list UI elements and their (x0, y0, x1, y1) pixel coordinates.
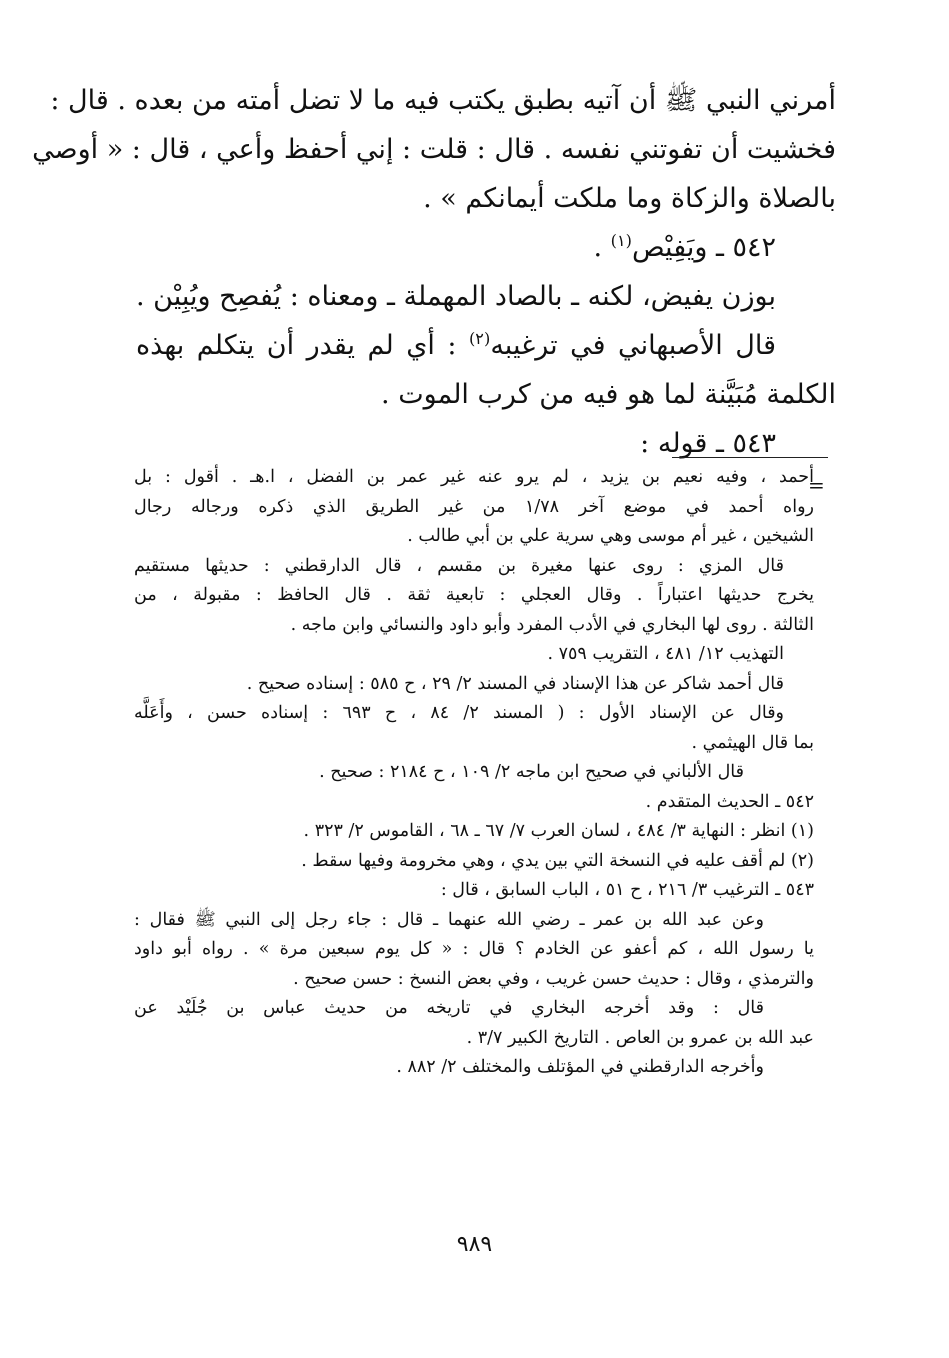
main-line: الكلمة مُبَيَّنة لما هو فيه من كرب الموت . (381, 379, 836, 410)
main-line: بالصلاة والزكاة وما ملكت أيمانكم » . (423, 183, 836, 214)
footnote-line: وقال عن الإسناد الأول : ( المسند ٢/ ٨٤ ، ح ٦٩٣ : إسناده حسن ، وأَعَلَّه (134, 703, 785, 723)
footnote-line: أحمد ، وفيه نعيم بن يزيد ، لم يرو عنه غير عمر بن الفضل ، ا.هـ . أقول : بل (134, 467, 814, 487)
footnote-2: (٢) لم أقف عليه في النسخة التي بين يدي ، وهي مخرومة وفيها سقط . (301, 850, 814, 871)
footnote-line: بما قال الهيثمي . (691, 732, 814, 753)
footnote-1: (١) انظر : النهاية ٣/ ٤٨٤ ، لسان العرب ٧/ ٦٧ ـ ٦٨ ، القاموس ٢/ ٣٢٣ . (303, 821, 814, 841)
footnote-line: رواه أحمد في موضع آخر ١/٧٨ من غير الطريق الذي ذكره ورجاله رجال (134, 496, 814, 517)
footnote-separator (672, 457, 828, 458)
entry-heading-543: ٥٤٣ ـ قوله : (640, 428, 776, 459)
footnote-marker-2: (٢) (468, 329, 491, 348)
footnote-line: ٥٤٢ ـ الحديث المتقدم . (645, 791, 814, 812)
footnote-line: قال أحمد شاكر عن هذا الإسناد في المسند ٢/ ٢٩ ، ح ٥٨٥ : إسناده صحيح . (246, 673, 784, 694)
main-line: بوزن يفيض، لكنه ـ بالصاد المهملة ـ ومعناه : يُفصِح ويُبِيْن . (135, 281, 776, 312)
footnote-line: وأخرجه الدارقطني في المؤتلف والمختلف ٢/ ٨٨٢ . (396, 1057, 764, 1077)
footnote-line: يخرج حديثها اعتباراً . وقال العجلي : تابعية ثقة . قال الحافظ : مقبولة ، من (134, 585, 814, 605)
footnote-line: قال : وقد أخرجه البخاري في تاريخه من حديث عباس بن جُلَيْد عن (134, 998, 764, 1018)
footnote-line: ٥٤٣ ـ الترغيب ٣/ ٢١٦ ، ح ٥١ ، الباب السابق ، قال : (440, 880, 814, 900)
main-line-end: : أي لم يقدر أن يتكلم بهذه (136, 330, 469, 361)
entry-542-end: . (593, 232, 611, 263)
footnote-line: وعن عبد الله بن عمر ـ رضي الله عنهما ـ قال : جاء رجل إلى النبي ﷺ فقال : (134, 909, 764, 930)
main-text (32, 76, 836, 468)
footnotes (134, 463, 814, 1083)
main-line (136, 321, 836, 370)
entry-heading-542 (136, 223, 836, 272)
footnote-line: يا رسول الله ، كم أعفو عن الخادم ؟ قال : « كل يوم سبعين مرة » . رواه أبو داود (134, 939, 814, 959)
footnote-line: قال الألباني في صحيح ابن ماجه ٢/ ١٠٩ ، ح ٢١٨٤ : صحيح . (319, 762, 744, 782)
main-line: فخشيت أن تفوتني نفسه . قال : قلت : إني أحفظ وأعي ، قال : « أوصي (32, 134, 836, 165)
footnote-line: التهذيب ١٢/ ٤٨١ ، التقريب ٧٥٩ . (547, 644, 784, 664)
page-number: ٩٨٩ (456, 1232, 493, 1257)
main-line-start: قال الأصبهاني في ترغيبه (490, 330, 776, 361)
footnote-line: والترمذي ، وقال : حديث حسن غريب ، وفي بعض النسخ : حسن صحيح . (293, 968, 814, 989)
entry-542-title: ٥٤٢ ـ ويَفِيْص (631, 232, 776, 263)
footnote-line: قال المزي : روى عنها مغيرة بن مقسم ، قال الدارقطني : حديثها مستقيم (134, 555, 784, 576)
main-line: أمرني النبي ﷺ أن آتيه بطبق يكتب فيه ما لا تضل أمته من بعده . قال : (50, 85, 836, 116)
footnote-line: الشيخين ، غير أم موسى وهي سرية علي بن أبي طالب . (407, 526, 814, 546)
continuation-mark: = (808, 473, 825, 497)
footnote-line: الثالثة . روى لها البخاري في الأدب المفرد وأبو داود والنسائي وابن ماجه . (290, 614, 814, 635)
footnote-marker-1: (١) (610, 231, 632, 250)
footnote-line: عبد الله بن عمرو بن العاص . التاريخ الكبير ٣/٧ . (466, 1027, 814, 1048)
